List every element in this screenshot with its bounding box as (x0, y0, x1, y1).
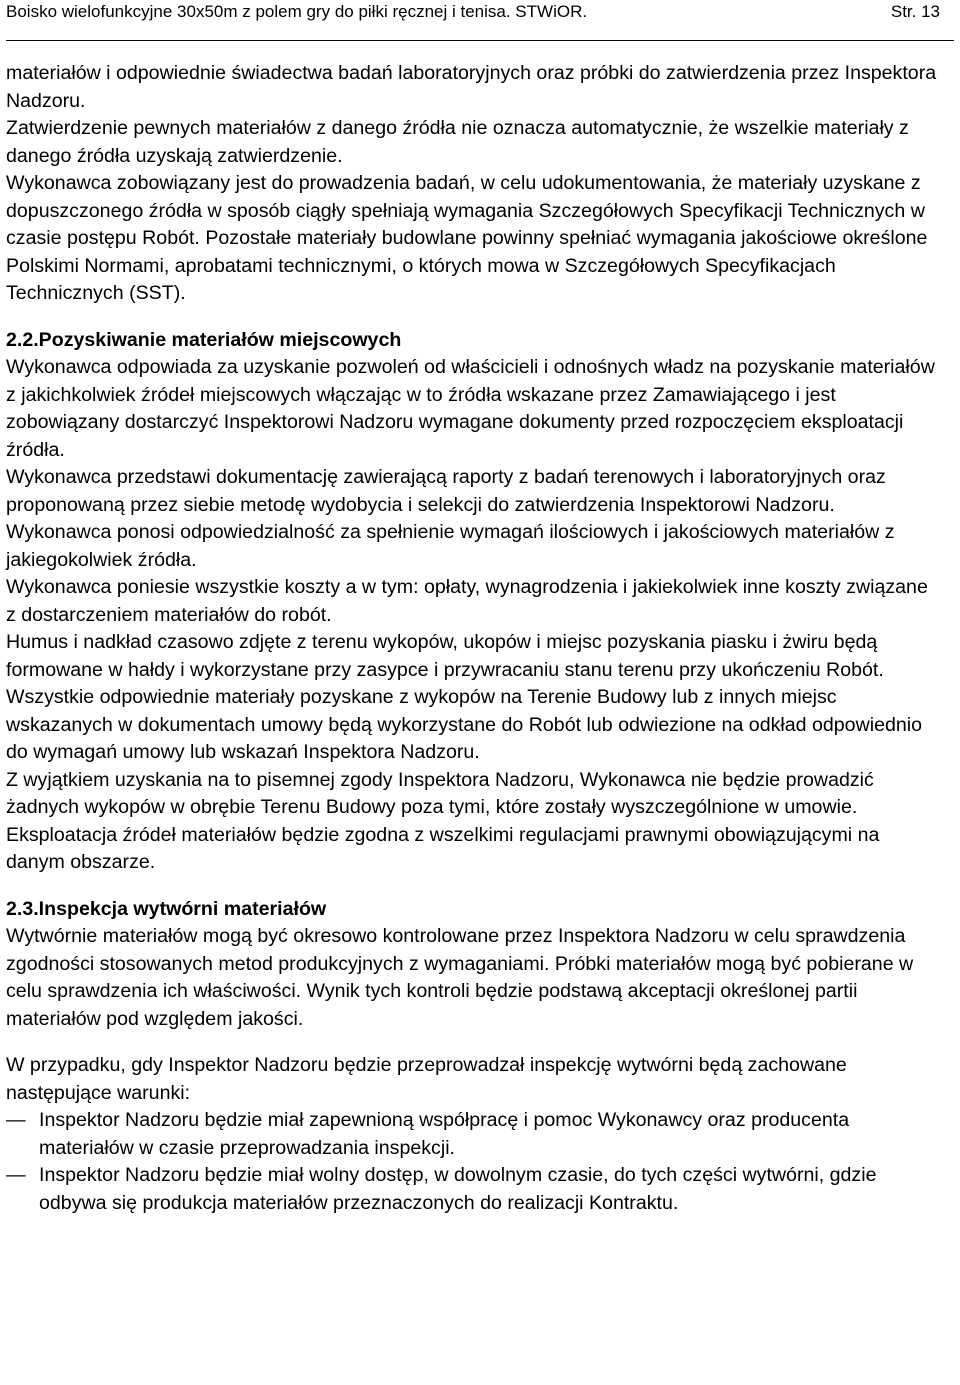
list-item (6, 1162, 940, 1217)
paragraph: Wszystkie odpowiednie materiały pozyskane z wykopów na Terenie Budowy lub z innych miejsc wskazanych w dokumentach umowy będą wykorzystane do Robót lub odwiezione na odkład odpowiednio do wymagań umowy lub wskazań Inspektora Nadzoru. (6, 686, 923, 763)
paragraph: Zatwierdzenie pewnych materiałów z danego źródła nie oznacza automatycznie, że wszelkie materiały z danego źródła uzyskają zatwierdzenie. (6, 117, 909, 167)
paragraph: Z wyjątkiem uzyskania na to pisemnej zgody Inspektora Nadzoru, Wykonawca nie będzie prowadzić żadnych wykopów w obrębie Terenu Budowy poza tymi, które zostały wyszczególnione w umowie. (6, 768, 874, 818)
paragraph: materiałów i odpowiednie świadectwa badań laboratoryjnych oraz próbki do zatwierdzenia przez Inspektora Nadzoru. (6, 62, 937, 112)
page-header (6, 0, 954, 41)
paragraph: Wykonawca ponosi odpowiedzialność za spełnienie wymagań ilościowych i jakościowych materiałów z jakiegokolwiek źródła. (6, 521, 895, 571)
list-item-text: Inspektor Nadzoru będzie miał wolny dostęp, w dowolnym czasie, do tych części wytwórni, gdzie odbywa się produkcja materiałów przeznaczonych do realizacji Kontraktu. (39, 1164, 877, 1214)
dash-bullet: — (6, 1109, 26, 1131)
paragraph: Wykonawca odpowiada za uzyskanie pozwoleń od właścicieli i odnośnych władz na pozyskanie materiałów z jakichkolwiek źródeł miejscowych włączając w to źródła wskazane przez Zamawiającego i jest zobowiązany dostarczyć Inspektorowi Nadzoru wymagane dokumenty przed rozpoczęciem eksploatacji źródła. (6, 356, 935, 461)
paragraph: Wykonawca poniesie wszystkie koszty a w tym: opłaty, wynagrodzenia i jakiekolwiek inne koszty związane z dostarczeniem materiałów do robót. (6, 576, 928, 626)
paragraph: Eksploatacja źródeł materiałów będzie zgodna z wszelkimi regulacjami prawnymi obowiązującymi na danym obszarze. (6, 823, 880, 873)
paragraph: Wytwórnie materiałów mogą być okresowo kontrolowane przez Inspektora Nadzoru w celu sprawdzenia zgodności stosowanych metod produkcyjnych z wymaganiami. Próbki materiałów mogą być pobierane w celu sprawdzenia ich właściwości. Wynik tych kontroli będzie podstawą akceptacji określonej partii materiałów pod względem jakości. (6, 925, 914, 1030)
list-item (6, 1107, 940, 1162)
list-item-text: Inspektor Nadzoru będzie miał zapewnioną współpracę i pomoc Wykonawcy oraz producenta materiałów w czasie przeprowadzania inspekcji. (39, 1109, 850, 1159)
paragraph: Wykonawca zobowiązany jest do prowadzenia badań, w celu udokumentowania, że materiały uzyskane z dopuszczonego źródła w sposób ciągły spełniają wymagania Szczegółowych Specyfikacji Technicznych w czasie postępu Robót. Pozostałe materiały budowlane powinny spełniać wymagania jakościowe określone Polskimi Normami, aprobatami technicznymi, o których mowa w Szczegółowych Specyfikacjach Technicznych (SST). (6, 172, 928, 304)
document-title: Boisko wielofunkcyjne 30x50m z polem gry do piłki ręcznej i tenisa. STWiOR. (6, 2, 588, 21)
section-heading-2-3: 2.3.Inspekcja wytwórni materiałów (6, 897, 327, 920)
paragraph: Wykonawca przedstawi dokumentację zawierającą raporty z badań terenowych i laboratoryjnych oraz proponowaną przez siebie metodę wydobycia i selekcji do zatwierdzenia Inspektorowi Nadzoru. (6, 466, 886, 516)
dash-bullet: — (6, 1164, 26, 1186)
page-number: Str. 13 (890, 2, 940, 21)
section-heading-2-2: 2.2.Pozyskiwanie materiałów miejscowych (6, 328, 402, 351)
paragraph: Humus i nadkład czasowo zdjęte z terenu wykopów, ukopów i miejsc pozyskania piasku i żwiru będą formowane w hałdy i wykorzystane przy zasypce i przywracaniu stanu terenu przy ukończeniu Robót. (6, 631, 884, 681)
document-body (6, 60, 940, 1217)
paragraph: W przypadku, gdy Inspektor Nadzoru będzie przeprowadzał inspekcję wytwórni będą zachowane następujące warunki: (6, 1054, 847, 1104)
